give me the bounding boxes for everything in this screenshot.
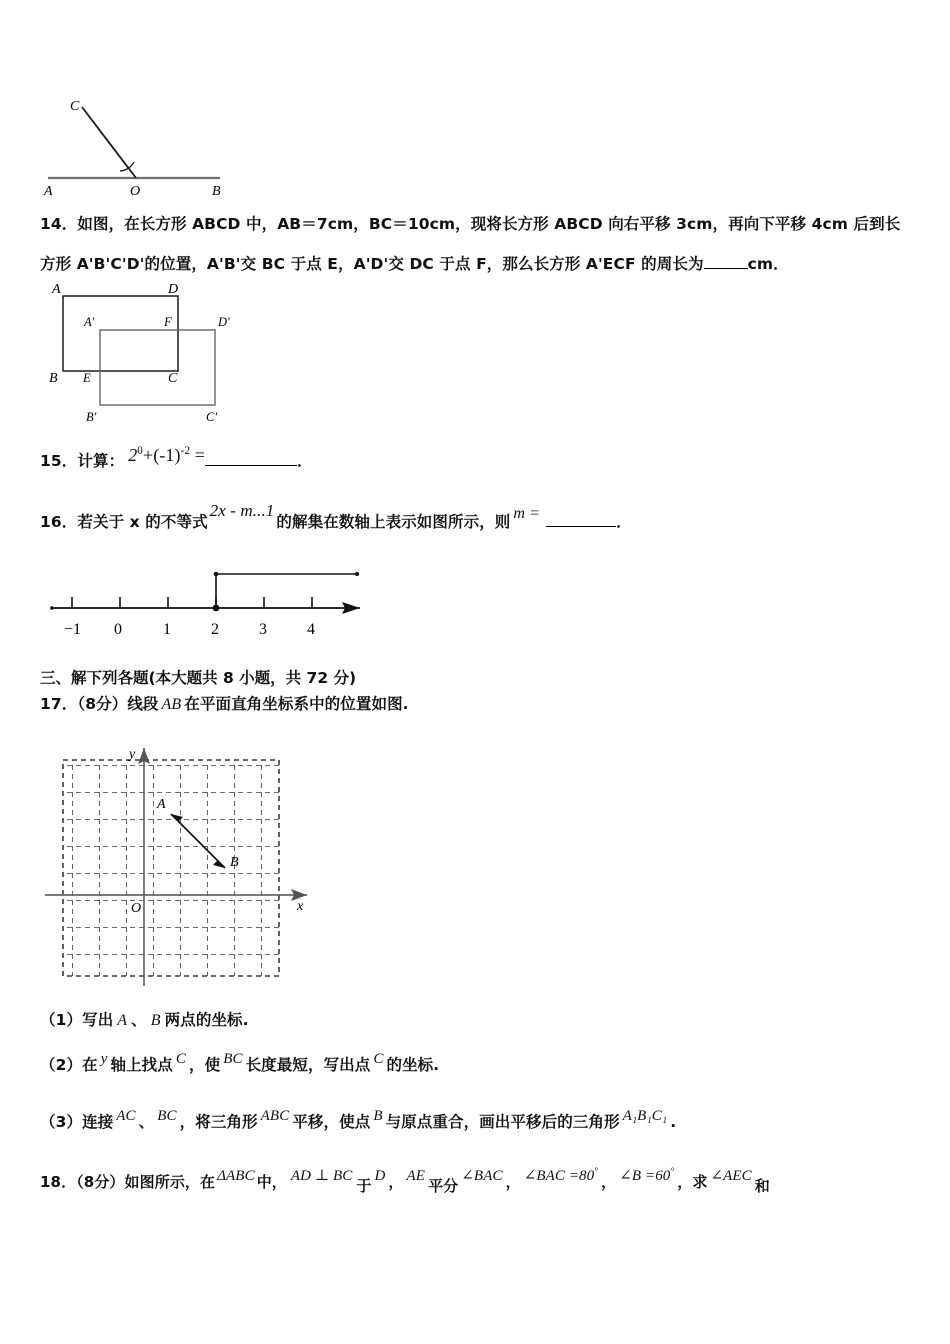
q17-sub3-triangle-abc: ABC <box>260 1108 290 1124</box>
q16-tail: ． <box>616 513 632 531</box>
q15-exp-1: 0 <box>137 445 143 457</box>
q17-sub1-point-b: B <box>150 1012 161 1029</box>
q17-sub3-point-b: B <box>373 1108 383 1124</box>
q18-triangle-abc: ΔABC <box>217 1168 255 1184</box>
q17-sub1-c: 两点的坐标. <box>164 1011 249 1029</box>
q15-equals: = <box>194 445 205 465</box>
q18-degree-1: ° <box>594 1167 599 1177</box>
q15-answer-blank[interactable] <box>205 465 297 466</box>
label-d-prime: D' <box>218 315 230 329</box>
q17-sub1-point-a: A <box>117 1012 128 1029</box>
q18-g: ， <box>601 1173 617 1191</box>
q16-inequality: 2x - m...1 <box>209 501 275 520</box>
ticklabel-0: 0 <box>114 621 122 638</box>
label-e: E <box>83 371 91 385</box>
q17-sub3-segment-ac: AC <box>116 1108 136 1124</box>
q17-sub2-c: ，使 <box>188 1056 221 1074</box>
figure-number-line <box>42 558 382 643</box>
label-f: F <box>164 315 172 329</box>
q15-number: 15． <box>40 452 78 470</box>
q18 <box>40 1167 770 1195</box>
q17-score: （8分） <box>77 695 128 713</box>
label-c: C <box>168 371 178 386</box>
q18-f: ， <box>505 1173 521 1191</box>
q18-point-d: D <box>374 1168 386 1184</box>
q18-c: 于 <box>356 1177 372 1195</box>
q17-sub2-a: 在 <box>82 1056 98 1074</box>
q17-sub2-d: 长度最短，写出点 <box>245 1056 371 1074</box>
q17-sub3-c: ，将三角形 <box>179 1113 258 1131</box>
label-point-b: B <box>230 855 239 870</box>
q15-plus-term: +(-1) <box>142 445 181 465</box>
q17-text-b: 在平面直角坐标系中的位置如图. <box>184 695 409 713</box>
q17-sub1-b: 、 <box>131 1011 147 1029</box>
label-a-prime: A' <box>84 315 95 329</box>
q18-angle-bac-1: ∠BAC <box>461 1168 503 1184</box>
q18-h: ，求 <box>677 1173 708 1191</box>
q14-line-2-tail: cm． <box>747 255 789 273</box>
dashed-grid <box>63 760 279 976</box>
q17-sub1-a: 写出 <box>82 1011 114 1029</box>
q15-base: 2 <box>128 445 138 465</box>
label-c: C <box>70 99 80 114</box>
q17-sub2-segment-bc: BC <box>223 1051 243 1067</box>
q18-number: 18． <box>40 1173 77 1191</box>
q17-sub3-f: . <box>670 1113 677 1131</box>
q15-exp-2: -2 <box>180 445 191 457</box>
ticklabel--1: −1 <box>64 621 82 638</box>
ticklabel-2: 2 <box>211 621 219 638</box>
q14-line-2-text: 方形 A'B'C'D'的位置，A'B'交 BC 于点 E，A'D'交 DC 于点 F，那么长方形 A'ECF 的周长为 <box>40 255 704 273</box>
rect-apbpcpdp <box>100 330 215 405</box>
q16-part-2: 的解集在数轴上表示如图所示，则 <box>276 513 511 531</box>
q18-angle-aec: ∠AEC <box>710 1168 752 1184</box>
solution-ray-end-dot <box>355 572 359 576</box>
q16-part-1: 若关于 x 的不等式 <box>77 513 208 531</box>
label-b: B <box>49 371 58 386</box>
ticklabel-4: 4 <box>307 621 315 638</box>
q17-sub-3 <box>40 1108 677 1133</box>
figure-translated-rectangles <box>38 283 253 428</box>
label-b: B <box>212 184 221 199</box>
q18-a: 如图所示，在 <box>124 1173 216 1191</box>
closed-point-at-2 <box>213 605 220 612</box>
solution-ray-start-dot <box>214 572 219 577</box>
q18-segment-ae: AE <box>406 1168 426 1184</box>
q18-angle-bac-value: ∠BAC =80° <box>523 1167 599 1184</box>
q18-i: 和 <box>754 1177 770 1195</box>
q17-sub2-point-c-1: C <box>175 1051 186 1067</box>
q16-variable-m: m = <box>513 505 541 522</box>
label-a: A <box>44 184 53 199</box>
q17-text-a: 线段 <box>127 695 159 713</box>
q18-perpendicular: AD ⊥ BC <box>290 1168 353 1184</box>
q17-sub2-b: 轴上找点 <box>110 1056 173 1074</box>
label-point-a: A <box>157 797 166 812</box>
q17-sub3-triangle-a1b1c1: A₁B₁C₁ <box>622 1108 668 1124</box>
q17-sub3-e: 与原点重合，画出平移后的三角形 <box>385 1113 620 1131</box>
q18-angle-b-value: ∠B =60° <box>619 1167 675 1184</box>
figure-angle-aob <box>40 85 250 200</box>
q18-degree-2: ° <box>670 1167 675 1177</box>
ray-oc <box>82 107 136 178</box>
q17-sub2-axis-y: y <box>100 1051 108 1067</box>
axis-left-end <box>50 606 54 610</box>
q17-sub2-point-c-2: C <box>373 1051 384 1067</box>
q18-score: （8分） <box>76 1173 125 1191</box>
q17-segment-ab: AB <box>161 696 182 713</box>
ticklabel-3: 3 <box>259 621 267 638</box>
q17-sub2-marker: （2） <box>40 1056 83 1074</box>
label-axis-y: y <box>129 747 136 762</box>
q16-number: 16． <box>40 513 78 531</box>
q16-answer-blank[interactable] <box>546 526 616 527</box>
section-3-heading: 三、解下列各题(本大题共 8 小题，共 72 分) <box>40 669 357 687</box>
label-o: O <box>130 184 141 199</box>
q17-sub3-segment-bc: BC <box>157 1108 177 1124</box>
ticklabel-1: 1 <box>163 621 171 638</box>
q14-line-2 <box>40 254 789 274</box>
label-axis-x: x <box>297 899 304 914</box>
q16 <box>40 501 632 533</box>
q15 <box>40 445 313 471</box>
q18-b: 中， <box>256 1173 287 1191</box>
q17-sub3-a: 连接 <box>82 1113 114 1131</box>
q17-sub3-marker: （3） <box>40 1113 83 1131</box>
label-b-prime: B' <box>86 410 97 424</box>
figure-cartesian-grid <box>45 738 335 993</box>
q17-sub-2 <box>40 1051 440 1076</box>
q17-prompt <box>40 694 409 715</box>
rect-abcd <box>63 296 178 371</box>
q18-e: 平分 <box>428 1177 459 1195</box>
q14-answer-blank[interactable] <box>704 268 748 269</box>
label-d: D <box>168 283 179 297</box>
q15-prompt: 计算： <box>77 452 125 470</box>
q17-sub3-d: 平移，使点 <box>292 1113 371 1131</box>
q17-sub3-b: 、 <box>138 1113 155 1131</box>
q15-expression <box>128 445 205 465</box>
q17-sub-1 <box>40 1010 249 1031</box>
q17-number: 17． <box>40 695 78 713</box>
q18-d: ， <box>388 1173 404 1191</box>
q14-line-1: 14．如图，在长方形 ABCD 中，AB＝7cm，BC＝10cm，现将长方形 ABCD 向右平移 3cm，再向下平移 4cm 后到长 <box>40 215 901 233</box>
label-a: A <box>52 283 61 297</box>
q15-tail: ． <box>297 452 313 470</box>
q17-sub2-e: 的坐标. <box>386 1056 440 1074</box>
label-origin: O <box>131 901 142 916</box>
q17-sub1-marker: （1） <box>40 1011 83 1029</box>
label-c-prime: C' <box>206 410 218 424</box>
